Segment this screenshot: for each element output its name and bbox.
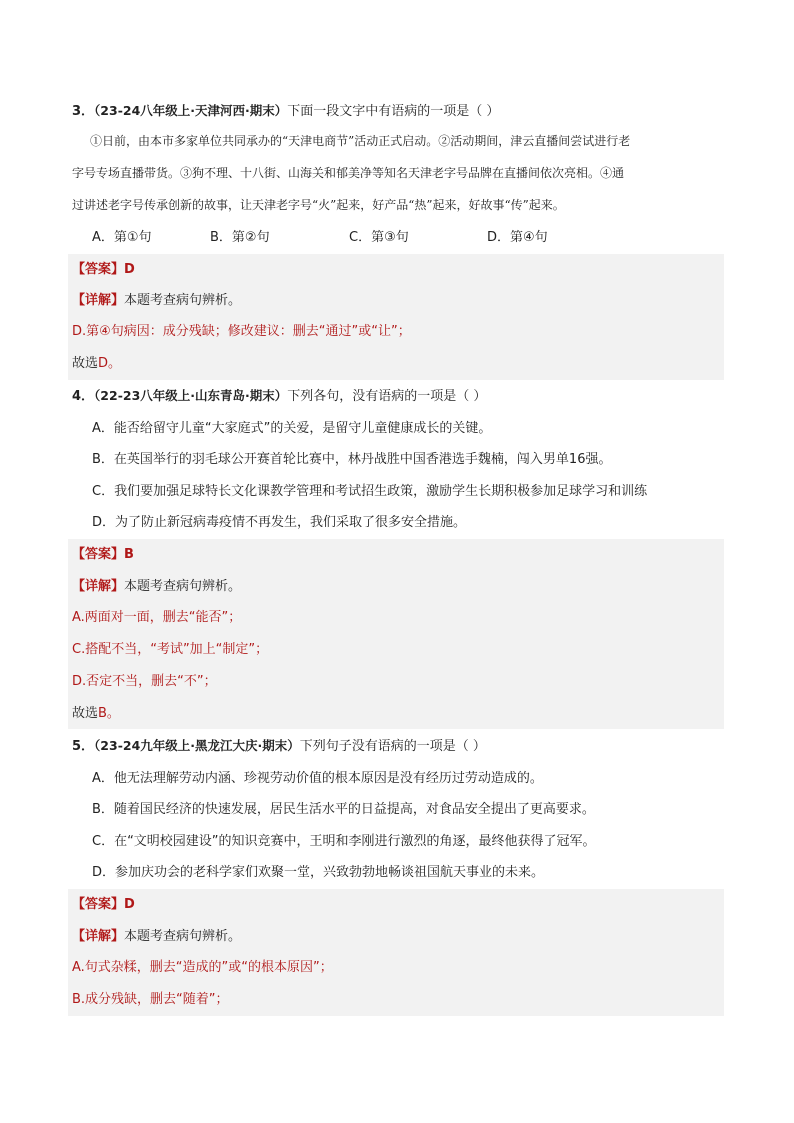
option-d[interactable]: D．第④句 <box>487 230 548 245</box>
answer-line: 【答案】D <box>72 897 135 912</box>
answer-line: 【答案】D <box>72 262 135 277</box>
question-source: （22-23八年级上·山东青岛·期末） <box>94 388 288 403</box>
passage-line: 字号专场直播带货。③狗不理、十八街、山海关和郁美净等知名天津老字号品牌在直播间依次亮相。④通 <box>72 166 625 180</box>
question-3-answer-box <box>68 254 724 380</box>
question-text: 下列各句，没有语病的一项是（ ） <box>287 389 487 404</box>
option-c[interactable]: C．第③句 <box>349 230 409 245</box>
question-number: 3． <box>72 104 95 119</box>
detail-line: 【详解】本题考查病句辨析。 <box>72 929 242 944</box>
detail-line: 【详解】本题考查病句辨析。 <box>72 293 242 308</box>
question-4-title <box>72 387 486 406</box>
option-c[interactable]: C．在“文明校园建设”的知识竞赛中，王明和李刚进行激烈的角逐，最终他获得了冠军。 <box>92 834 596 849</box>
passage-line: 过讲述老字号传承创新的故事，让天津老字号“火”起来，好产品“热”起来，好故事“传”起来。 <box>72 198 565 212</box>
question-source: （23-24八年级上·天津河西·期末） <box>94 103 288 118</box>
option-d[interactable]: D．为了防止新冠病毒疫情不再发生，我们采取了很多安全措施。 <box>92 515 467 530</box>
question-source: （23-24九年级上·黑龙江大庆·期末） <box>94 738 300 753</box>
question-text: 下列句子没有语病的一项是（ ） <box>299 739 486 754</box>
option-b[interactable]: B．随着国民经济的快速发展，居民生活水平的日益提高，对食品安全提出了更高要求。 <box>92 802 595 817</box>
question-number: 5． <box>72 739 95 754</box>
question-text: 下面一段文字中有语病的一项是（ ） <box>287 104 500 119</box>
option-b[interactable]: B．第②句 <box>210 230 270 245</box>
question-5-answer-box <box>68 889 724 1016</box>
question-3-title <box>72 102 499 121</box>
conclusion-line: 故选B。 <box>72 706 120 721</box>
detail-item: C.搭配不当，“考试”加上“制定”； <box>72 642 269 657</box>
answer-value: B <box>124 547 134 562</box>
detail-item: D.第④句病因：成分残缺；修改建议：删去“通过”或“让”； <box>72 324 411 339</box>
question-3-passage <box>72 125 724 221</box>
option-a[interactable]: A．第①句 <box>92 230 152 245</box>
question-number: 4． <box>72 389 95 404</box>
passage-line: ①日前，由本市多家单位共同承办的“天津电商节”活动正式启动。②活动期间，津云直播间尝试进行老 <box>90 134 631 148</box>
answer-value: D <box>124 262 135 277</box>
detail-item: A.句式杂糅，删去“造成的”或“的根本原因”； <box>72 960 333 975</box>
answer-value: D <box>124 897 135 912</box>
option-a[interactable]: A．他无法理解劳动内涵、珍视劳动价值的根本原因是没有经历过劳动造成的。 <box>92 771 543 786</box>
option-a[interactable]: A．能否给留守儿童“大家庭式”的关爱，是留守儿童健康成长的关键。 <box>92 421 492 436</box>
option-b[interactable]: B．在英国举行的羽毛球公开赛首轮比赛中，林丹战胜中国香港选手魏楠，闯入男单16强。 <box>92 452 612 467</box>
detail-item: B.成分残缺，删去“随着”； <box>72 992 229 1007</box>
detail-item: A.两面对一面，删去“能否”； <box>72 610 242 625</box>
conclusion-line: 故选D。 <box>72 356 122 371</box>
detail-line: 【详解】本题考查病句辨析。 <box>72 579 242 594</box>
question-5-title <box>72 737 486 756</box>
detail-item: D.否定不当，删去“不”； <box>72 674 217 689</box>
answer-line: 【答案】B <box>72 547 134 562</box>
option-d[interactable]: D．参加庆功会的老科学家们欢聚一堂，兴致勃勃地畅谈祖国航天事业的未来。 <box>92 865 545 880</box>
question-4-answer-box <box>68 539 724 729</box>
option-c[interactable]: C．我们要加强足球特长文化课教学管理和考试招生政策，激励学生长期积极参加足球学习和训练 <box>92 484 648 499</box>
